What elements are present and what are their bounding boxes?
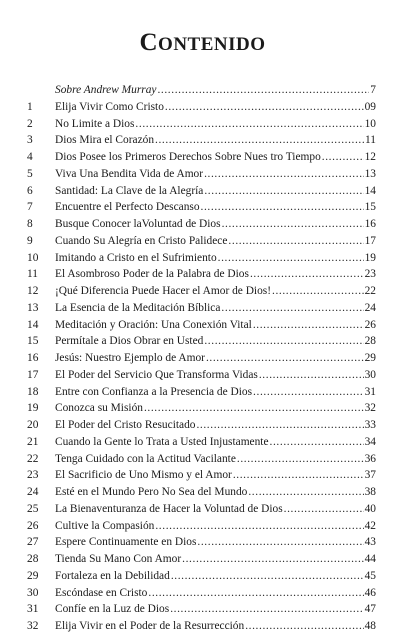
dot-leader: [157, 82, 369, 99]
toc-entry-page: 16: [364, 218, 376, 230]
toc-entry: [55, 467, 376, 484]
dot-leader: [228, 233, 363, 250]
toc-row: [27, 601, 376, 618]
toc-row: [27, 534, 376, 551]
toc-entry-title: No Limite a Dios: [55, 117, 135, 130]
toc-entry: [55, 534, 376, 551]
toc-entry-number: 26: [27, 519, 39, 532]
toc-entry-page: 15: [364, 201, 376, 214]
toc-entry-title: Jesús: Nuestro Ejemplo de Amor: [55, 352, 205, 364]
toc-entry-page: 42: [364, 519, 376, 532]
toc-entry: [55, 400, 376, 417]
toc-row: [27, 518, 376, 535]
toc-row: [27, 216, 376, 233]
toc-entry-page: 26: [364, 318, 376, 331]
toc-entry-title: Esté en el Mundo Pero No Sea del Mundo: [55, 486, 248, 498]
dot-leader: [144, 400, 364, 417]
toc-entry: [55, 350, 376, 367]
toc-entry-number: 4: [27, 151, 33, 163]
toc-entry-page: 10: [364, 117, 376, 130]
toc-entry-title: El Asombroso Poder de la Palabra de Dios: [55, 268, 249, 281]
toc-entry-number: 14: [27, 318, 39, 331]
toc-entry-page: 47: [364, 603, 376, 616]
toc-entry: [55, 216, 376, 233]
dot-leader: [170, 601, 363, 618]
toc-entry: [55, 484, 376, 501]
toc-entry-page: 44: [364, 553, 376, 565]
toc-row: [27, 183, 376, 200]
dot-leader: [245, 618, 363, 635]
dot-leader: [284, 501, 364, 518]
toc-entry: [55, 518, 376, 535]
toc-entry-title: Meditación y Oración: Una Conexión Vital: [55, 318, 252, 331]
dot-leader: [171, 568, 364, 585]
toc-entry-page: 11: [365, 134, 376, 147]
toc-entry-title: Tienda Su Mano Con Amor: [55, 553, 182, 565]
dot-leader: [272, 283, 364, 300]
dot-leader: [259, 367, 364, 384]
toc-entry-title: El Sacrificio de Uno Mismo y el Amor: [55, 469, 232, 482]
toc-row: [27, 618, 376, 635]
toc-entry-number: 18: [27, 385, 39, 398]
toc-entry-title: Encuentre el Perfecto Descanso: [55, 201, 200, 214]
toc-entry: [55, 417, 376, 434]
dot-leader: [155, 132, 364, 149]
toc-entry-number: 17: [27, 368, 39, 381]
toc-entry: [55, 618, 376, 635]
toc-entry-title: Confíe en la Luz de Dios: [55, 603, 170, 616]
dot-leader: [322, 149, 364, 166]
toc-entry-page: 38: [364, 486, 376, 498]
table-of-contents: [27, 82, 376, 635]
dot-leader: [250, 266, 364, 283]
toc-entry-title: Cultive la Compasión: [55, 519, 155, 532]
toc-entry-title: El Poder del Cristo Resucitado: [55, 419, 196, 431]
toc-entry-number: 1: [27, 100, 33, 113]
toc-entry-title: Dios Posee los Primeros Derechos Sobre Nues tro Tiempo: [55, 151, 321, 163]
toc-row: [27, 333, 376, 350]
toc-entry-number: 15: [27, 335, 39, 348]
toc-row: [27, 467, 376, 484]
toc-entry-number: 5: [27, 167, 33, 180]
toc-entry-title: Permítale a Dios Obrar en Usted: [55, 335, 204, 348]
dot-leader: [206, 350, 364, 367]
toc-entry: [55, 266, 376, 283]
toc-entry-page: 24: [364, 301, 376, 314]
toc-row: [27, 132, 376, 149]
toc-entry-title: Elija Vivir Como Cristo: [55, 100, 164, 113]
toc-entry-page: 23: [364, 268, 376, 281]
toc-intro-row: [27, 82, 376, 99]
toc-entry-number: 16: [27, 352, 39, 364]
dot-leader: [155, 518, 363, 535]
toc-entry-number: 27: [27, 536, 39, 549]
toc-entry-page: 33: [364, 419, 376, 431]
toc-entry-number: 25: [27, 502, 39, 515]
toc-entry-number: 12: [27, 285, 39, 297]
toc-entry-page: 17: [364, 234, 376, 247]
toc-entry-number: 28: [27, 553, 39, 565]
dot-leader: [182, 551, 363, 568]
toc-entry-page: 32: [364, 402, 376, 415]
toc-entry: [55, 149, 376, 166]
toc-entry-page: 45: [364, 569, 376, 582]
toc-entry-page: 29: [364, 352, 376, 364]
toc-row: [27, 568, 376, 585]
toc-entry-title: La Bienaventuranza de Hacer la Voluntad de Dios: [55, 502, 283, 515]
dot-leader: [204, 166, 364, 183]
toc-entry: [55, 501, 376, 518]
toc-row: [27, 116, 376, 133]
toc-entry-page: 31: [364, 385, 376, 398]
toc-entry-number: 7: [27, 201, 33, 214]
toc-entry-number: 24: [27, 486, 39, 498]
toc-entry-title: Tenga Cuidado con la Actitud Vacilante: [55, 452, 236, 465]
toc-row: [27, 233, 376, 250]
dot-leader: [197, 534, 363, 551]
dot-leader: [218, 250, 364, 267]
toc-row: [27, 551, 376, 568]
toc-entry-page: 12: [364, 151, 376, 163]
toc-entry-title: Imitando a Cristo en el Sufrimiento: [55, 251, 217, 264]
toc-row: [27, 501, 376, 518]
toc-entry-number: 13: [27, 301, 39, 314]
toc-entry: [55, 367, 376, 384]
toc-entry-page: 19: [364, 251, 376, 264]
toc-entry-number: 20: [27, 419, 39, 431]
toc-entry-number: 30: [27, 586, 39, 599]
toc-entry: [55, 183, 376, 200]
toc-entry-title: Conozca su Misión: [55, 402, 143, 415]
toc-row: [27, 317, 376, 334]
dot-leader: [222, 216, 364, 233]
toc-entry: [55, 199, 376, 216]
toc-entry-number: 31: [27, 603, 39, 616]
dot-leader: [201, 199, 364, 216]
toc-entry-number: 19: [27, 402, 39, 415]
dot-leader: [165, 99, 364, 116]
toc-entry-number: 11: [27, 268, 38, 281]
toc-entry-title: Santidad: La Clave de la Alegría: [55, 184, 204, 197]
dot-leader: [248, 484, 363, 501]
dot-leader: [204, 183, 363, 200]
toc-entry-page: 7: [370, 84, 376, 96]
toc-entry-title: Espere Continuamente en Dios: [55, 536, 197, 549]
toc-row: [27, 99, 376, 116]
toc-entry-page: 13: [364, 167, 376, 180]
toc-entry-title: La Esencia de la Meditación Bíblica: [55, 301, 221, 314]
toc-entry-number: 9: [27, 234, 33, 247]
page-title: CONTENIDO: [139, 29, 266, 56]
toc-entry: [55, 82, 376, 99]
toc-entry-number: 22: [27, 452, 39, 465]
toc-row: [27, 166, 376, 183]
toc-entry: [55, 233, 376, 250]
toc-row: [27, 434, 376, 451]
toc-entry: [55, 300, 376, 317]
toc-entry-title: ¡Qué Diferencia Puede Hacer el Amor de Dios!: [55, 285, 272, 297]
toc-entry: [55, 250, 376, 267]
toc-row: [27, 367, 376, 384]
toc-entry: [55, 132, 376, 149]
toc-entry-page: 14: [364, 184, 376, 197]
toc-entry-title: Dios Mira el Corazón: [55, 134, 155, 147]
toc-entry-page: 28: [364, 335, 376, 348]
toc-entry-number: 23: [27, 469, 39, 482]
toc-entry-title: Escóndase en Cristo: [55, 586, 148, 599]
toc-row: [27, 149, 376, 166]
toc-entry-title: El Poder del Servicio Que Transforma Vidas: [55, 368, 258, 381]
toc-entry-title: Cuando la Gente lo Trata a Usted Injustamente: [55, 435, 269, 448]
toc-entry: [55, 384, 376, 401]
toc-entry-number: 21: [27, 435, 39, 448]
toc-entry-title: Elija Vivir en el Poder de la Resurrección: [55, 620, 245, 632]
toc-entry-title: Cuando Su Alegría en Cristo Palidece: [55, 234, 228, 247]
toc-entry: [55, 283, 376, 300]
toc-entry-number: 10: [27, 251, 39, 264]
toc-row: [27, 400, 376, 417]
toc-row: [27, 384, 376, 401]
toc-row: [27, 266, 376, 283]
dot-leader: [196, 417, 363, 434]
toc-entry-page: 43: [364, 536, 376, 549]
dot-leader: [221, 300, 363, 317]
toc-entry-page: 09: [364, 100, 376, 113]
dot-leader: [253, 384, 364, 401]
toc-entry-page: 36: [364, 452, 376, 465]
toc-entry-page: 46: [364, 586, 376, 599]
toc-entry-page: 48: [364, 620, 376, 632]
toc-row: [27, 199, 376, 216]
toc-entry-number: 6: [27, 184, 33, 197]
toc-entry-page: 30: [364, 368, 376, 381]
toc-entry-page: 34: [364, 435, 376, 448]
dot-leader: [148, 585, 363, 602]
toc-entry: [55, 551, 376, 568]
toc-entry-title: Sobre Andrew Murray: [55, 84, 157, 96]
toc-row: [27, 585, 376, 602]
dot-leader: [233, 467, 364, 484]
dot-leader: [270, 434, 364, 451]
toc-entry: [55, 116, 376, 133]
toc-entry: [55, 568, 376, 585]
toc-entry: [55, 317, 376, 334]
toc-entry: [55, 333, 376, 350]
toc-entry-number: 8: [27, 218, 33, 230]
toc-entry-number: 3: [27, 134, 33, 147]
toc-entry-page: 22: [364, 285, 376, 297]
toc-entry-title: Entre con Confianza a la Presencia de Dios: [55, 385, 253, 398]
toc-entry: [55, 166, 376, 183]
toc-entry: [55, 601, 376, 618]
toc-entry: [55, 434, 376, 451]
toc-row: [27, 417, 376, 434]
dot-leader: [135, 116, 363, 133]
dot-leader: [204, 333, 363, 350]
toc-entry: [55, 585, 376, 602]
toc-entry-number: 32: [27, 620, 39, 632]
toc-row: [27, 300, 376, 317]
toc-entry-title: Fortaleza en la Debilidad: [55, 569, 170, 582]
toc-entry-title: Viva Una Bendita Vida de Amor: [55, 167, 204, 180]
dot-leader: [237, 451, 364, 468]
toc-row: [27, 283, 376, 300]
toc-row: [27, 484, 376, 501]
toc-row: [27, 350, 376, 367]
toc-entry: [55, 99, 376, 116]
toc-entry-title: Busque Conocer laVoluntad de Dios: [55, 218, 221, 230]
toc-entry-number: 2: [27, 117, 33, 130]
toc-entry: [55, 451, 376, 468]
dot-leader: [253, 317, 364, 334]
toc-entry-number: 29: [27, 569, 39, 582]
toc-entry-page: 40: [364, 502, 376, 515]
toc-row: [27, 250, 376, 267]
toc-row: [27, 451, 376, 468]
toc-entry-page: 37: [364, 469, 376, 482]
